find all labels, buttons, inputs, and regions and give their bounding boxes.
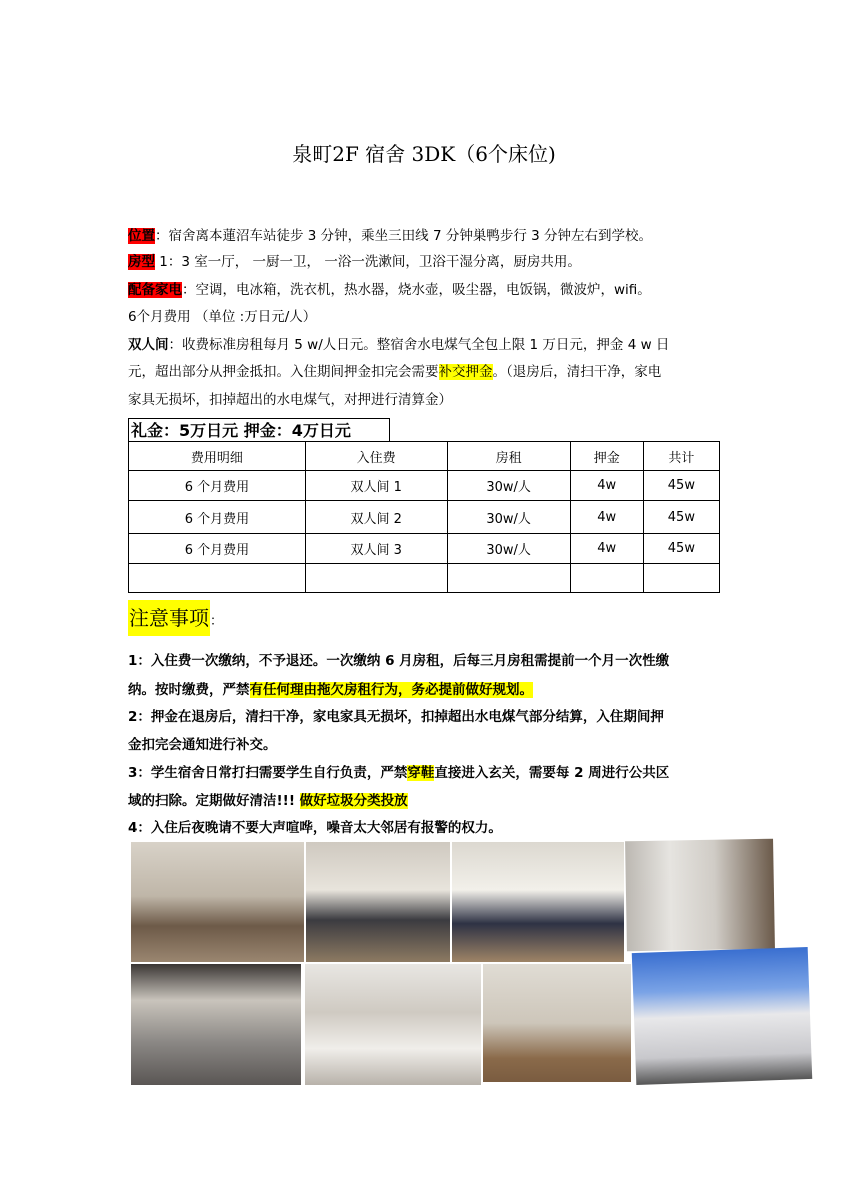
double-room-line-1 [128,335,669,355]
location-label: 位置 [128,228,155,244]
photo-bathroom [625,839,775,952]
text: 。（退房后，清扫干净，家电 [492,364,662,380]
table-cell: 30w/人 [447,501,570,534]
note-2-line-2: 金扣完会通知进行补交。 [128,737,277,753]
note-1-line-1: 1：入住费一次缴纳，不予退还。一次缴纳 6 月房租，后每三月房租需提前一个月一次性缴 [128,653,670,669]
appliances-label: 配备家电 [128,282,182,298]
highlight-text: 补交押金 [438,364,493,380]
photo-washroom [305,964,481,1085]
table-cell [643,564,719,593]
table-row [129,564,720,593]
double-room-label: 双人间 [128,337,169,353]
colon: ： [210,614,224,629]
table-cell [447,564,570,593]
table-cell: 4w [570,501,643,534]
text: 元，超出部分从押金抵扣。入住期间押金扣完会需要 [128,364,439,380]
table-header: 房租 [447,442,570,471]
table-cell [570,564,643,593]
table-header: 费用明细 [129,442,306,471]
note-2-line-1: 2：押金在退房后，清扫干净，家电家具无损坏，扣掉超出水电煤气部分结算，入住期间押 [128,709,664,725]
table-cell [305,564,447,593]
table-cell: 6 个月费用 [129,501,306,534]
double-room-line-3: 家具无损坏，扣掉超出的水电煤气，对押进行清算金） [128,392,452,408]
table-cell: 6 个月费用 [129,471,306,501]
fee-summary-box: 礼金：5万日元 押金：4万日元 [128,418,390,441]
layout-text: 1：3 室一厅， 一厨一卫， 一浴一洗漱间，卫浴干湿分离，厨房共用。 [155,254,581,270]
table-cell: 双人间 1 [305,471,447,501]
table-header: 押金 [570,442,643,471]
highlight-text: 做好垃圾分类投放 [299,793,408,809]
table-cell: 双人间 2 [305,501,447,534]
page-title: 泉町2F 宿舍 3DK（6个床位) [292,142,556,166]
note-3-line-1 [128,762,669,784]
table-cell: 45w [643,471,719,501]
layout-label: 房型 [128,254,155,270]
double-room-line-2 [128,362,661,382]
table-cell: 45w [643,534,719,564]
note-4: 4：入住后夜晚请不要大声喧哗，噪音太大邻居有报警的权力。 [128,820,502,836]
table-header: 共计 [643,442,719,471]
notice-heading-text: 注意事项 [128,600,210,636]
text: 3：学生宿舍日常打扫需要学生自行负责，严禁 [128,765,408,781]
highlight-text: 有任何理由拖欠房租行为，务必提前做好规划。 [249,682,533,698]
location-line [128,226,652,246]
double-room-text: ：收费标准房租每月 5 w/人日元。整宿舍水电煤气全包上限 1 万日元，押金 4 w 日 [168,337,670,353]
photo-kitchen [131,964,301,1085]
table-cell: 30w/人 [447,471,570,501]
location-text: ：宿舍离本蓮沼车站徒步 3 分钟，乘坐三田线 7 分钟巣鸭步行 3 分钟左右到学校。 [155,228,653,244]
note-3-line-2 [128,790,408,812]
fee-table [128,441,720,593]
photo-bedroom-2 [306,842,450,962]
photo-living-room [483,964,631,1082]
text: 纳。按时缴费，严禁 [128,682,250,698]
table-cell: 4w [570,471,643,501]
table-cell [129,564,306,593]
text: 直接进入玄关，需要每 2 周进行公共区 [434,765,670,781]
highlight-text: 穿鞋 [407,765,435,781]
text: 域的扫除。定期做好清洁!!! [128,793,300,809]
table-cell: 30w/人 [447,534,570,564]
table-cell: 4w [570,534,643,564]
table-cell: 双人间 3 [305,534,447,564]
notice-heading [128,600,223,636]
table-row [129,534,720,564]
layout-line [128,252,581,272]
appliances-text: ：空调，电冰箱，洗衣机，热水器，烧水壶，吸尘器，电饭锅，微波炉，wifi。 [182,282,651,298]
table-header-row [129,442,720,471]
photo-bedroom-3 [452,842,624,962]
table-cell: 45w [643,501,719,534]
table-row [129,501,720,534]
fee-unit: 6个月费用 （单位 :万日元/人） [128,309,317,325]
photo-bedroom-1 [131,842,304,962]
photo-building-exterior [632,947,812,1085]
table-row [129,471,720,501]
note-1-line-2 [128,679,533,701]
table-header: 入住费 [305,442,447,471]
appliances-line [128,280,651,300]
table-cell: 6 个月费用 [129,534,306,564]
